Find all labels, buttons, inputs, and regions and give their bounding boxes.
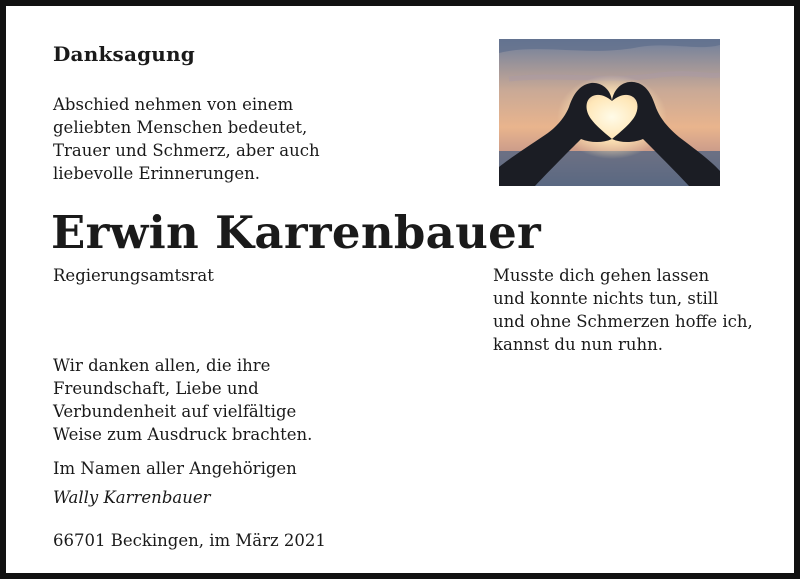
heart-hands-photo: [499, 39, 720, 186]
deceased-name: Erwin Karrenbauer: [51, 206, 542, 259]
on-behalf-line: Im Namen aller Angehörigen: [53, 459, 297, 478]
thanks-text: Wir danken allen, die ihre Freundschaft, Liebe und Verbundenheit auf vielfältige Weise zum Ausdruck brachten.: [53, 356, 313, 444]
intro-text: Abschied nehmen von einem geliebten Menschen bedeutet, Trauer und Schmerz, aber auch liebevolle Erinnerungen.: [53, 95, 320, 183]
heading: Danksagung: [53, 42, 195, 66]
place-date: 66701 Beckingen, im März 2021: [53, 531, 326, 550]
job-title: Regierungsamtsrat: [53, 266, 214, 285]
poem-text: Musste dich gehen lassen und konnte nichts tun, still und ohne Schmerzen hoffe ich, kannst du nun ruhn.: [493, 266, 753, 354]
signer-name: Wally Karrenbauer: [53, 488, 211, 507]
